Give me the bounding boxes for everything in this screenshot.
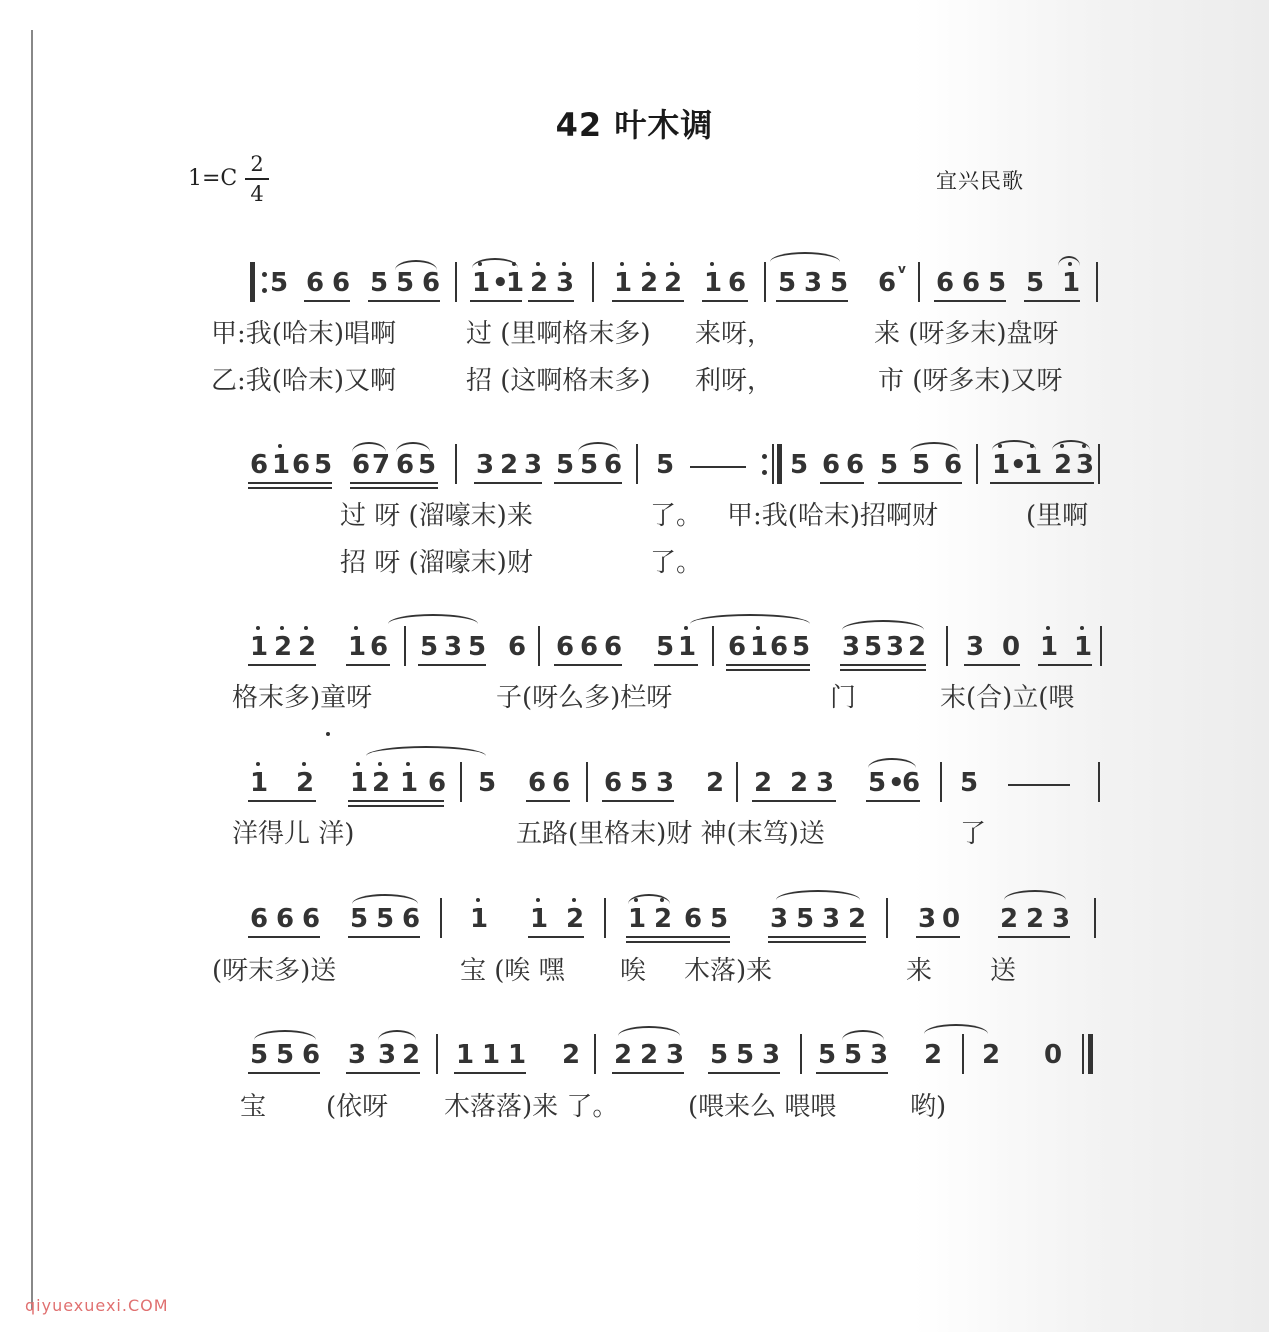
lyrics-6a: 宝 (依呀 木落落)来 了。 (喂来么 喂喂 哟): [240, 1092, 947, 1122]
notation-line-6: 5 5 6 3 3 2 1 1 1 2 2 2 3 5 5 3 5 5 3 2 2 0: [0, 1030, 1269, 1080]
lyrics-1a: 甲:我(哈末)唱啊 过 (里啊格末多) 来呀， 来 (呀多末)盘呀: [211, 319, 1059, 349]
song-source: 宜兴民歌: [936, 169, 1024, 193]
lyrics-2a: 过 呀 (溜嚎末)来 了。 甲:我(哈末)招啊财 (里啊: [340, 501, 1089, 531]
notation-line-3: 1 2 2 1 6 5 3 5 6 6 6 6 5 1 6 1 6 5 3 5 3 2 3 0 1 1: [0, 622, 1269, 672]
notation-line-2: 6 1 6 5 6 7 6 5 3 2 3 5 5 6 5 5 6 6 5 5 6 1 • 1 2 3: [0, 440, 1269, 490]
meter-bottom: 4: [250, 182, 264, 206]
lyrics-5a: (呀末多)送 宝 (唉 嘿 唉 木落)来 来 送: [212, 956, 1017, 986]
lyrics-3a: 格末多)童呀 子(呀么多)栏呀 门 末(合)立(喂: [232, 683, 1075, 713]
time-signature: [245, 152, 269, 206]
meter-top: 2: [250, 152, 264, 176]
lyrics-2b: 招 呀 (溜嚎末)财 了。: [340, 548, 703, 578]
key-signature: 1=C: [188, 166, 238, 191]
lyrics-1b: 乙:我(哈末)又啊 招 (这啊格末多) 利呀， 市 (呀多末)又呀: [211, 366, 1063, 396]
meter-line: [245, 178, 269, 180]
notation-line-5: 6 6 6 5 5 6 1 1 2 1 2 6 5 3 5 3 2 3 0 2 2 3: [0, 894, 1269, 944]
lyrics-4a: 洋得儿 洋) 五路(里格末)财 神(末笃)送 了: [232, 819, 987, 849]
page-title: 42 叶木调: [555, 106, 714, 144]
notation-line-4: 1 2 1 2 1 6 5 6 6 6 5 3 2 2 2 3 5 • 6 5: [0, 758, 1269, 808]
notation-line-1: 5 6 6 5 5 6 1 • 1 2 3 1 2 2 1 6 5 3 5 6 v 6 6 5 5 1: [0, 258, 1269, 308]
watermark: qiyuexuexi.COM: [25, 1296, 169, 1315]
